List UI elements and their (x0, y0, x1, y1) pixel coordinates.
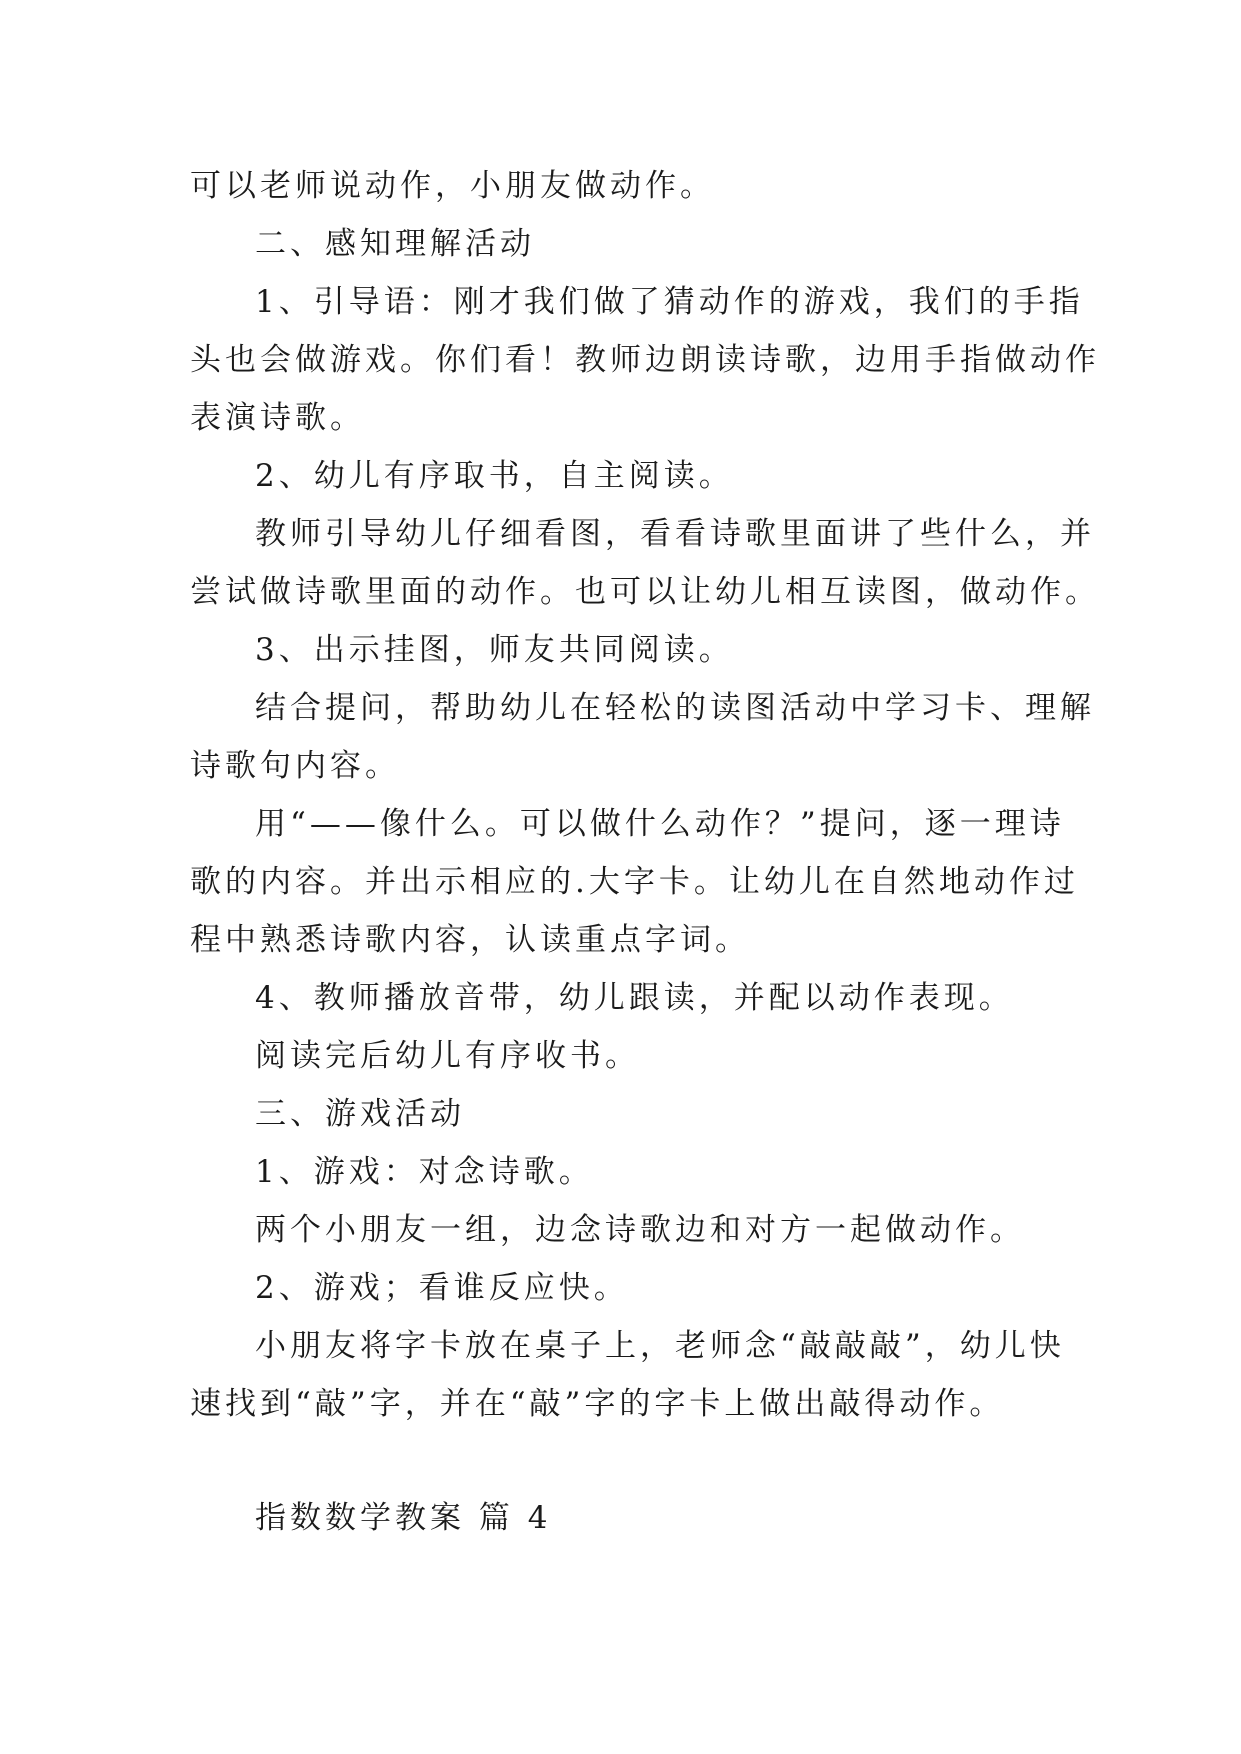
paragraph-line: 阅读完后幼儿有序收书。 (255, 1038, 640, 1074)
paragraph-line: 可以老师说动作，小朋友做动作。 (190, 168, 715, 204)
paragraph-line: 速找到“敲”字，并在“敲”字的字卡上做出敲得动作。 (190, 1386, 1005, 1422)
section-heading-2: 二、感知理解活动 (255, 226, 535, 262)
paragraph-line: 用“——像什么。可以做什么动作？”提问，逐一理诗 (255, 806, 1065, 842)
section-heading-3: 三、游戏活动 (255, 1096, 465, 1132)
paragraph-line: 两个小朋友一组，边念诗歌边和对方一起做动作。 (255, 1212, 1025, 1248)
paragraph-line: 歌的内容。并出示相应的.大字卡。让幼儿在自然地动作过 (190, 864, 1079, 900)
paragraph-line: 诗歌句内容。 (190, 748, 400, 784)
paragraph-line: 1、引导语：刚才我们做了猜动作的游戏，我们的手指 (255, 284, 1084, 320)
paragraph-line: 1、游戏：对念诗歌。 (255, 1154, 594, 1190)
paragraph-line: 程中熟悉诗歌内容，认读重点字词。 (190, 922, 750, 958)
paragraph-line: 2、游戏；看谁反应快。 (255, 1270, 629, 1306)
paragraph-line: 结合提问，帮助幼儿在轻松的读图活动中学习卡、理解 (255, 690, 1095, 726)
paragraph-line: 尝试做诗歌里面的动作。也可以让幼儿相互读图，做动作。 (190, 574, 1100, 610)
lesson-title: 指数数学教案 篇 4 (255, 1500, 552, 1536)
paragraph-line: 4、教师播放音带，幼儿跟读，并配以动作表现。 (255, 980, 1014, 1016)
paragraph-line: 3、出示挂图，师友共同阅读。 (255, 632, 734, 668)
paragraph-line: 表演诗歌。 (190, 400, 365, 436)
paragraph-line: 小朋友将字卡放在桌子上，老师念“敲敲敲”，幼儿快 (255, 1328, 1065, 1364)
paragraph-line: 头也会做游戏。你们看！教师边朗读诗歌，边用手指做动作 (190, 342, 1100, 378)
paragraph-line: 教师引导幼儿仔细看图，看看诗歌里面讲了些什么，并 (255, 516, 1095, 552)
paragraph-line: 2、幼儿有序取书，自主阅读。 (255, 458, 734, 494)
